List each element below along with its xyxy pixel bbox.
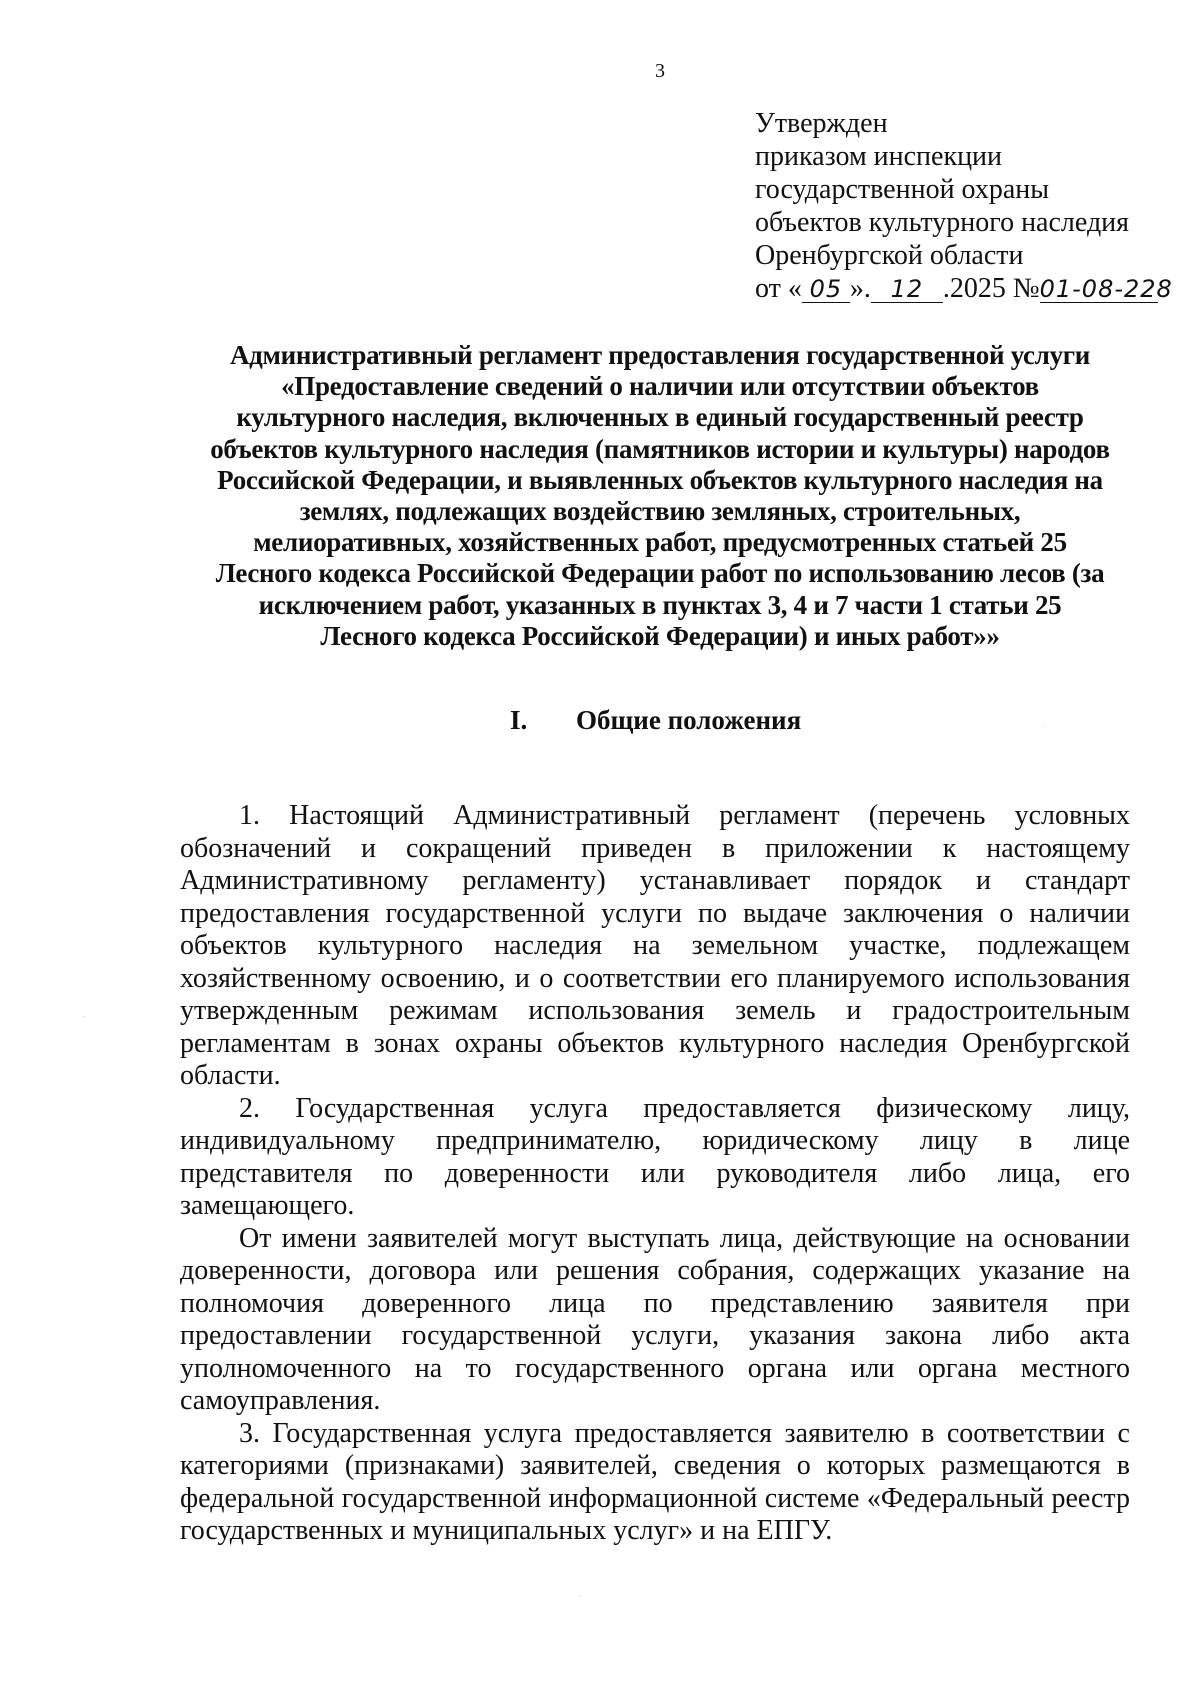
paragraph: 2. Государственная услуга предоставляется физическому лицу, индивидуальному предпринимателю, юридическому лицу в лице представителя по доверенности или руководителя либо лица, его замещающего. (180, 1092, 1130, 1221)
page-number: 3 (655, 60, 665, 82)
paragraph: 1. Настоящий Административный регламент (перечень условных обозначений и сокращений приведен в приложении к настоящему Административному регламенту) устанавливает порядок и стандарт предоставления государственной услуги по выдаче заключения о наличии объектов культурного наследия на земельном участке, подлежащем хозяйственному освоению, и о соответствии его планируемого использования утвержденным режимам использования земель и градостроительным регламентам в зонах охраны объектов культурного наследия Оренбургской области. (180, 800, 1130, 1091)
document-title (180, 340, 1140, 652)
section-heading (510, 705, 801, 736)
title-line: культурного наследия, включенных в единый государственный реестр (236, 402, 1084, 433)
section-title: Общие положения (576, 705, 802, 735)
date-day: 05 (802, 276, 850, 303)
approval-line: приказом инспекции (755, 141, 1003, 172)
approval-date-line (755, 272, 1173, 305)
title-line: Административный регламент предоставления государственной услуги (229, 340, 1091, 370)
title-line: исключением работ, указанных в пунктах 3, 4 и 7 части 1 статьи 25 (258, 589, 1062, 620)
approval-line: государственной охраны (755, 174, 1050, 205)
paragraph: 3. Государственная услуга предоставляется заявителю в соответствии с категориями (признаками) заявителей, сведения о которых размещаются в федеральной государственной информационной системе «Федеральный реестр государственных и муниципальных услуг» и на ЕПГУ. (180, 1417, 1130, 1546)
approval-line: объектов культурного наследия (755, 207, 1130, 238)
approval-line: Утвержден (755, 108, 888, 139)
title-line: Российской Федерации, и выявленных объектов культурного наследия на (217, 464, 1103, 495)
date-prefix: от « (755, 273, 802, 304)
title-line: мелиоративных, хозяйственных работ, предусмотренных статьей 25 (253, 527, 1067, 558)
section-number: I. (510, 705, 528, 735)
paragraph: От имени заявителей могут выступать лица, действующие на основании доверенности, договора или решения собрания, содержащих указание на полномочия доверенного лица по представлению заявителя при предоставлении государственной услуги, указания закона либо акта уполномоченного на то государственного органа или органа местного самоуправления. (180, 1222, 1130, 1416)
order-number: 01-08-228 (1039, 275, 1173, 303)
approval-block (755, 107, 1173, 305)
title-line: объектов культурного наследия (памятников истории и культуры) народов (210, 433, 1110, 464)
date-year: .2025 № (942, 273, 1040, 304)
title-line: Лесного кодекса Российской Федерации работ по использованию лесов (за (215, 558, 1105, 589)
title-line: Лесного кодекса Российской Федерации) и иных работ»» (320, 620, 1000, 651)
date-mid: ». (849, 273, 871, 304)
title-line: землях, подлежащих воздействию земляных, строительных, (299, 496, 1021, 527)
approval-line: Оренбургской области (755, 240, 1024, 271)
title-line: «Предоставление сведений о наличии или отсутствии объектов (281, 371, 1039, 402)
scan-speck: · (578, 1592, 582, 1603)
scan-speck: · (1043, 722, 1047, 733)
date-month: 12 (871, 276, 943, 303)
document-body (180, 800, 1130, 1548)
scan-speck: · (82, 1012, 86, 1023)
